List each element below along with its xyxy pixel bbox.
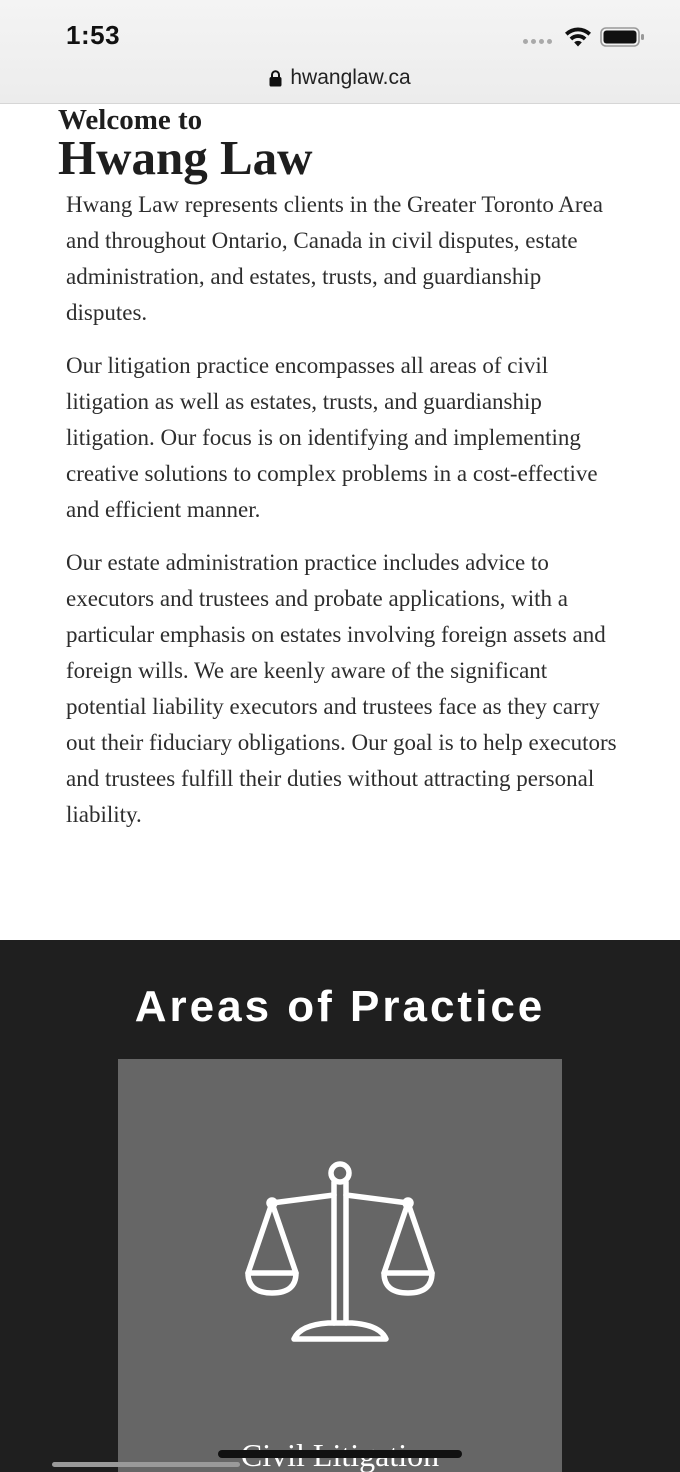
intro-paragraph: Our litigation practice encompasses all areas of civil litigation as well as estates, trusts, and guardianship litigation. Our focus is on identifying and implementing creative solutions to complex problems in a cost-effective and efficient manner. bbox=[66, 353, 598, 522]
wifi-icon bbox=[563, 26, 593, 48]
battery-icon bbox=[600, 26, 646, 48]
intro-paragraph: Our estate administration practice includes advice to executors and trustees and probate applications, with a particular emphasis on estates involving foreign assets and foreign wills. We are keenly aware of the significant potential liability executors and trustees face as they carry out their fiduciary obligations. Our goal is to help executors and trustees fulfill their duties without attracting personal liability. bbox=[66, 550, 617, 827]
status-time: 1:53 bbox=[66, 20, 121, 50]
address-bar[interactable] bbox=[0, 64, 680, 92]
firm-name-heading: Hwang Law bbox=[58, 130, 313, 185]
welcome-section bbox=[0, 104, 680, 940]
cellular-signal-icon bbox=[523, 39, 552, 44]
intro-paragraph: Hwang Law represents clients in the Greater Toronto Area and throughout Ontario, Canada in civil disputes, estate administration, and estates, trusts, and guardianship disputes. bbox=[66, 192, 603, 325]
home-indicator[interactable] bbox=[218, 1450, 462, 1458]
url-text: hwanglaw.ca bbox=[290, 66, 411, 89]
areas-of-practice-section bbox=[0, 940, 680, 1472]
practice-section-title: Areas of Practice bbox=[134, 982, 546, 1031]
browser-top-bar bbox=[0, 0, 680, 104]
lock-icon bbox=[269, 70, 282, 87]
welcome-heading: Welcome to bbox=[58, 104, 203, 136]
practice-card-civil-litigation[interactable] bbox=[118, 1059, 562, 1472]
scales-of-justice-icon bbox=[244, 1161, 436, 1351]
scroll-indicator bbox=[52, 1462, 240, 1467]
intro-text bbox=[66, 187, 618, 850]
